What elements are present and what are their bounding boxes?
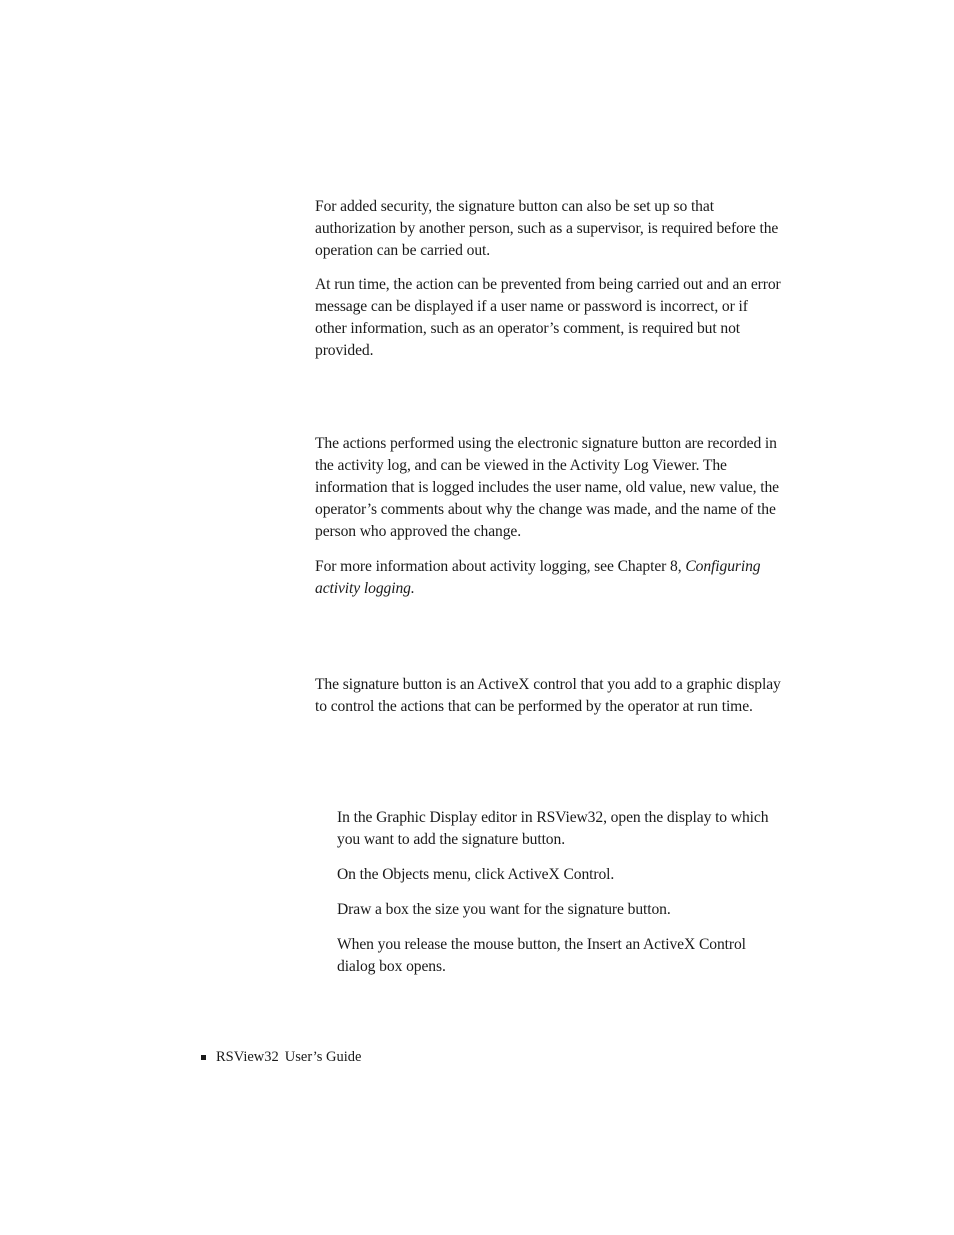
more-information-text: For more information about activity logging, see Chapter 8,	[315, 558, 686, 575]
paragraph-added-security: For added security, the signature button can also be set up so that authorization by another person, such as a supervisor, is required before the operation can be carried out.	[315, 198, 779, 259]
step-3: Draw a box the size you want for the signature button.	[337, 901, 671, 918]
paragraph-run-time-prevention: At run time, the action can be prevented from being carried out and an error message can be displayed if a user name or password is incorrect, or if other information, such as an operator’s comment, is required but not provided.	[315, 276, 781, 359]
chapter-reference: Configuring activity logging.	[315, 558, 761, 597]
footer-bullet-icon	[201, 1055, 206, 1060]
paragraph-activity-log: The actions performed using the electronic signature button are recorded in the activity log, and can be viewed in the Activity Log Viewer. The information that is logged includes the user name, old value, new value, the operator’s comments about why the change was made, and the name of the person who approved the change.	[315, 435, 779, 540]
step-2: On the Objects menu, click ActiveX Control.	[337, 866, 615, 883]
paragraph-more-information	[315, 556, 783, 600]
page-footer	[201, 1047, 361, 1067]
step-1: In the Graphic Display editor in RSView32, open the display to which you want to add the signature button.	[337, 809, 769, 848]
footer-product-name: RSView32	[216, 1049, 279, 1065]
paragraph-signature-button-activex: The signature button is an ActiveX control that you add to a graphic display to control the actions that can be performed by the operator at run time.	[315, 676, 781, 715]
footer-guide-name: User’s Guide	[284, 1049, 362, 1065]
step-4: When you release the mouse button, the Insert an ActiveX Control dialog box opens.	[337, 936, 746, 975]
